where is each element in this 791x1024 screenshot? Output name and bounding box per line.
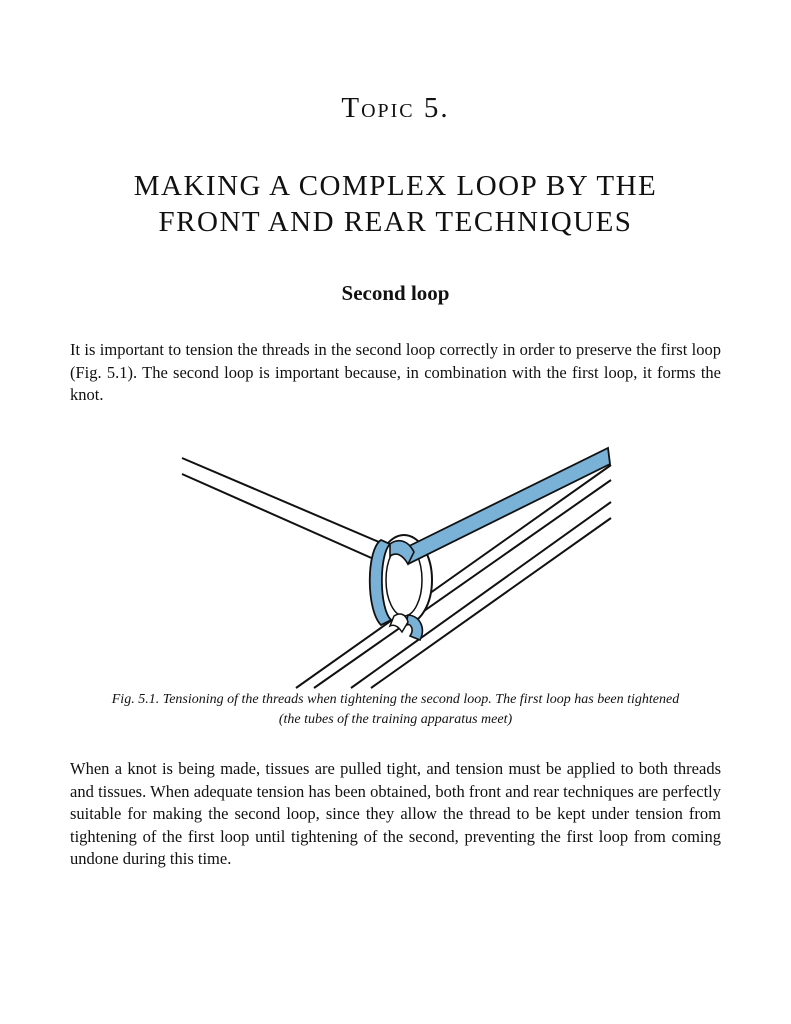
chapter-title bbox=[0, 168, 791, 240]
blue-thread bbox=[401, 448, 610, 564]
chapter-title-line-2: FRONT AND REAR TECHNIQUES bbox=[158, 206, 633, 238]
section-subtitle: Second loop bbox=[341, 281, 450, 305]
knot-illustration bbox=[176, 440, 616, 690]
paragraph-tension: When a knot is being made, tissues are pulled tight, and tension must be applied to both threads and tissues. When adequate tension has been obtained, both front and rear techniques are perfectly suitable for making the second loop, since they allow the thread to be kept under tension from tightening of the first loop until tightening of the second, preventing the first loop from coming undone during this time. bbox=[70, 759, 721, 868]
topic-heading: Topic 5. bbox=[341, 92, 450, 124]
lower-tubes bbox=[296, 465, 611, 688]
figure-caption bbox=[70, 690, 721, 730]
blue-lower-knot bbox=[406, 615, 422, 640]
paragraph-intro: It is important to tension the threads in the second loop correctly in order to preserve the first loop (Fig. 5.1). The second loop is important because, in combination with the first loop, it forms the knot. bbox=[70, 340, 721, 404]
figure-caption-line-1: Fig. 5.1. Tensioning of the threads when tightening the second loop. The first loop has been tightened bbox=[111, 692, 680, 707]
figure-caption-line-2: (the tubes of the training apparatus meet) bbox=[278, 712, 513, 727]
chapter-title-line-1: MAKING A COMPLEX LOOP BY THE bbox=[133, 170, 658, 202]
left-tube bbox=[182, 458, 386, 560]
